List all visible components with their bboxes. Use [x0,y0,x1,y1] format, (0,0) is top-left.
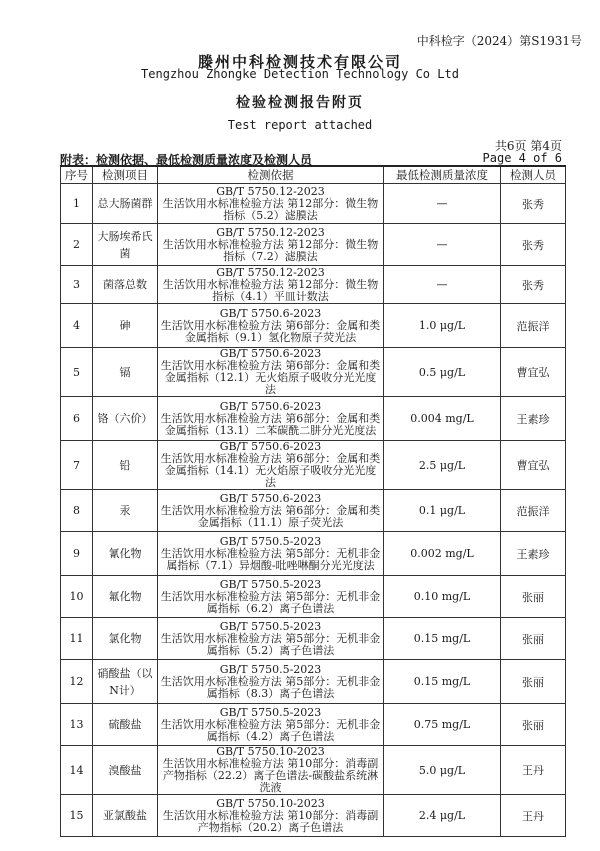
standard-code: GB/T 5750.12-2023 [216,184,325,198]
row-number: 14 [61,746,93,795]
row-number: 8 [61,490,93,532]
row-number: 12 [61,660,93,704]
row-number: 15 [61,795,93,837]
tester-name: 王丹 [501,795,566,837]
tester-name: 曹宜弘 [501,348,566,397]
header-item: 检测项目 [93,166,158,184]
test-item: 亚氯酸盐 [93,795,158,837]
method-description: 生活饮用水标准检验方法 第10部分：消毒副产物指标（22.2）离子色谱法-碳酸盐系统淋洗液 [162,757,379,794]
test-item: 菌落总数 [93,266,158,304]
method-description: 生活饮用水标准检验方法 第6部分：金属和类金属指标（11.1）原子荧光法 [160,503,381,529]
test-item: 硝酸盐（以N计） [93,660,158,704]
method-description: 生活饮用水标准检验方法 第6部分：金属和类金属指标（9.1）氢化物原子荧光法 [160,318,381,344]
test-item: 氯化物 [93,618,158,660]
appendix-title: 附表：检测依据、最低检测质量浓度及检测人员 [60,153,313,167]
table-row [61,224,566,266]
detection-limit: 0.10 mg/L [384,576,501,618]
standard-code: GB/T 5750.6-2023 [219,347,322,360]
tester-name: 王素珍 [501,532,566,576]
table-row [61,348,566,397]
standard-code: GB/T 5750.12-2023 [216,225,325,239]
method-description: 生活饮用水标准检验方法 第5部分：无机非金属指标（5.2）离子色谱法 [160,631,381,657]
detection-limit: 0.002 mg/L [384,532,501,576]
page-indicator-en: Page 4 of 6 [482,151,562,165]
report-number: 中科检字（2024）第S1931号 [416,34,582,48]
method-description: 生活饮用水标准检验方法 第10部分：消毒副产物指标（20.2）离子色谱法 [162,808,379,834]
standard-code: GB/T 5750.5-2023 [219,534,322,548]
test-basis [158,441,384,490]
header-person: 检测人员 [501,166,566,184]
test-item: 铅 [93,441,158,490]
table-row [61,532,566,576]
company-name-cn: 滕州中科检测技术有限公司 [197,53,402,71]
detection-limit: 0.5 μg/L [384,348,501,397]
test-basis [158,348,384,397]
standard-code: GB/T 5750.12-2023 [216,265,325,279]
standard-code: GB/T 5750.6-2023 [219,491,322,505]
tester-name: 张秀 [501,184,566,224]
detection-limit: 0.004 mg/L [384,397,501,441]
test-basis [158,746,384,795]
header-limit: 最低检测质量浓度 [384,166,501,184]
test-item: 氟化物 [93,576,158,618]
row-number: 3 [61,266,93,304]
test-item: 砷 [93,304,158,348]
table-row [61,184,566,224]
tester-name: 王素珍 [501,397,566,441]
standard-code: GB/T 5750.6-2023 [219,306,322,320]
method-description: 生活饮用水标准检验方法 第6部分：金属和类金属指标（14.1）无火焰原子吸收分光光度法 [160,452,381,489]
tester-name: 张秀 [501,266,566,304]
report-title-cn: 检验检测报告附页 [236,95,364,111]
method-description: 生活饮用水标准检验方法 第5部分：无机非金属指标（8.3）离子色谱法 [160,674,381,700]
method-description: 生活饮用水标准检验方法 第5部分：无机非金属指标（4.2）离子色谱法 [160,717,381,743]
tester-name: 范振洋 [501,304,566,348]
standard-code: GB/T 5750.5-2023 [219,662,322,676]
test-basis [158,795,384,837]
standard-code: GB/T 5750.10-2023 [216,745,325,758]
table-body [61,184,566,837]
row-number: 11 [61,618,93,660]
table-row [61,795,566,837]
table-row [61,490,566,532]
row-number: 7 [61,441,93,490]
tester-name: 张丽 [501,704,566,746]
test-basis [158,490,384,532]
table-header-row [61,166,566,184]
tester-name: 张丽 [501,618,566,660]
test-basis [158,660,384,704]
method-description: 生活饮用水标准检验方法 第5部分：无机非金属指标（6.2）离子色谱法 [160,589,381,615]
test-basis [158,184,384,224]
standard-code: GB/T 5750.10-2023 [216,796,325,810]
table-row [61,618,566,660]
standard-code: GB/T 5750.6-2023 [219,399,322,413]
test-basis-table [60,165,566,837]
method-description: 生活饮用水标准检验方法 第6部分：金属和类金属指标（13.1）二苯碳酰二肼分光光度法 [160,411,381,437]
header-no: 序号 [61,166,93,184]
method-description: 生活饮用水标准检验方法 第12部分：微生物指标（7.2）滤膜法 [162,237,379,263]
header-basis: 检测依据 [158,166,384,184]
table-row [61,304,566,348]
detection-limit: — [384,266,501,304]
row-number: 9 [61,532,93,576]
row-number: 6 [61,397,93,441]
detection-limit: 1.0 μg/L [384,304,501,348]
method-description: 生活饮用水标准检验方法 第5部分：无机非金属指标（7.1）异烟酸-吡唑啉酮分光光度法 [160,546,381,572]
detection-limit: — [384,184,501,224]
page-indicator-cn: 共6页 第4页 [494,139,562,153]
row-number: 1 [61,184,93,224]
tester-name: 张秀 [501,224,566,266]
method-description: 生活饮用水标准检验方法 第12部分：微生物指标（5.2）滤膜法 [162,196,379,222]
standard-code: GB/T 5750.5-2023 [219,577,322,591]
test-item: 大肠埃希氏菌 [93,224,158,266]
test-basis [158,224,384,266]
detection-limit: 0.15 mg/L [384,660,501,704]
test-item: 镉 [93,348,158,397]
detection-limit: 2.4 μg/L [384,795,501,837]
row-number: 4 [61,304,93,348]
test-basis [158,266,384,304]
detection-limit: 0.1 μg/L [384,490,501,532]
test-item: 汞 [93,490,158,532]
test-basis [158,618,384,660]
method-description: 生活饮用水标准检验方法 第12部分：微生物指标（4.1）平皿计数法 [162,277,379,303]
test-item: 铬（六价） [93,397,158,441]
standard-code: GB/T 5750.5-2023 [219,619,322,633]
row-number: 10 [61,576,93,618]
method-description: 生活饮用水标准检验方法 第6部分：金属和类金属指标（12.1）无火焰原子吸收分光光度法 [160,359,381,396]
test-item: 总大肠菌群 [93,184,158,224]
table-row [61,704,566,746]
detection-limit: 0.75 mg/L [384,704,501,746]
table-row [61,397,566,441]
tester-name: 张丽 [501,660,566,704]
table-row [61,266,566,304]
row-number: 5 [61,348,93,397]
test-basis [158,704,384,746]
table-row [61,660,566,704]
test-item: 溴酸盐 [93,746,158,795]
tester-name: 曹宜弘 [501,441,566,490]
detection-limit: 2.5 μg/L [384,441,501,490]
standard-code: GB/T 5750.5-2023 [219,705,322,719]
tester-name: 范振洋 [501,490,566,532]
detection-limit: 0.15 mg/L [384,618,501,660]
detection-limit: — [384,224,501,266]
row-number: 2 [61,224,93,266]
row-number: 13 [61,704,93,746]
table-row [61,746,566,795]
test-basis [158,397,384,441]
company-name-en: Tengzhou Zhongke Detection Technology Co Ltd [141,67,459,81]
detection-limit: 5.0 μg/L [384,746,501,795]
test-item: 硫酸盐 [93,704,158,746]
report-title-en: Test report attached [227,118,373,132]
table-row [61,441,566,490]
tester-name: 王丹 [501,746,566,795]
table-row [61,576,566,618]
tester-name: 张丽 [501,576,566,618]
test-basis [158,304,384,348]
test-basis [158,532,384,576]
standard-code: GB/T 5750.6-2023 [219,440,322,453]
test-basis [158,576,384,618]
test-item: 氰化物 [93,532,158,576]
